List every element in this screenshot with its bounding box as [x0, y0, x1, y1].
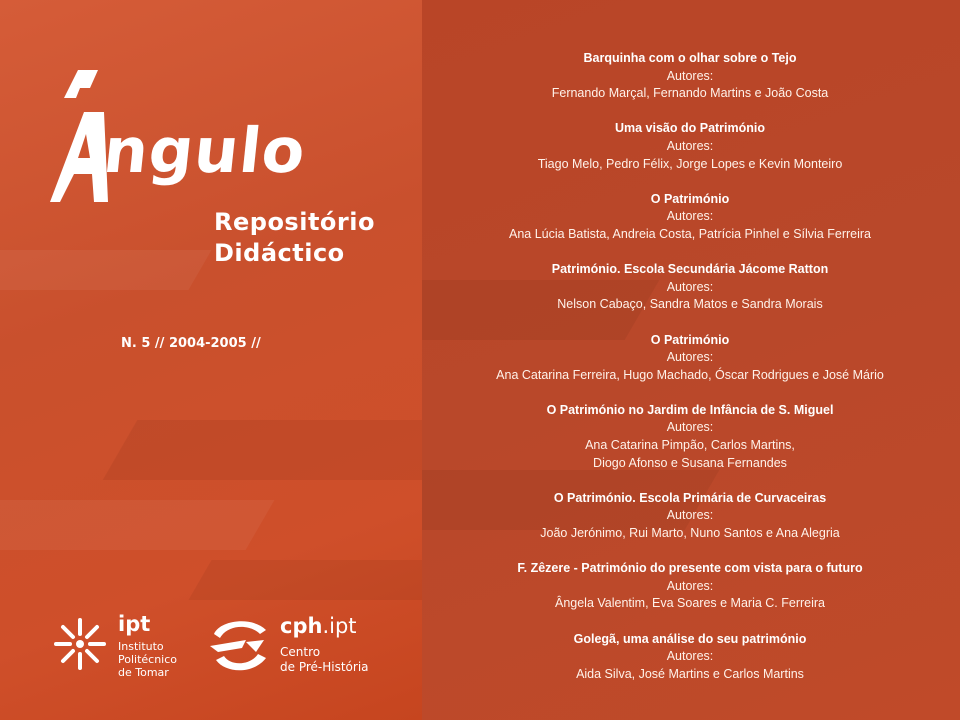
cph-logo-name [280, 614, 357, 638]
table-of-contents [434, 50, 946, 701]
cph-logo-name-bold: cph [280, 614, 323, 638]
entry-title: O Património [650, 332, 730, 347]
subtitle-line: Repositório [214, 208, 375, 236]
entry-title: Golegã, uma análise do seu património [573, 631, 807, 646]
decor-stripe [103, 420, 422, 480]
subtitle-line: Didáctico [214, 239, 345, 267]
contents-entry [434, 332, 946, 385]
entry-authors-label: Autores: [666, 279, 714, 294]
cover-left-panel [0, 0, 422, 720]
entry-authors-label: Autores: [666, 578, 714, 593]
entry-title: Uma visão do Património [614, 121, 766, 136]
contents-entry [434, 120, 946, 173]
entry-title: Património. Escola Secundária Jácome Ratton [551, 262, 829, 277]
entry-authors: Ana Catarina Pimpão, Carlos Martins, [585, 438, 795, 453]
entry-authors-label: Autores: [666, 420, 714, 435]
entry-authors: João Jerónimo, Rui Marto, Nuno Santos e Ana Alegria [540, 526, 840, 541]
entry-authors: Aida Silva, José Martins e Carlos Martins [576, 666, 804, 681]
entry-authors: Ângela Valentim, Eva Soares e Maria C. Ferreira [554, 596, 826, 611]
ipt-logo-line: de Tomar [118, 666, 169, 679]
entry-authors: Fernando Marçal, Fernando Martins e João Costa [551, 86, 829, 101]
entry-authors: Nelson Cabaço, Sandra Matos e Sandra Morais [557, 297, 823, 312]
decor-stripe [0, 250, 212, 290]
contents-entry [434, 191, 946, 244]
cph-logo-line: de Pré-História [280, 660, 369, 674]
cph-logo-name-suffix: .ipt [322, 614, 357, 638]
entry-authors-label: Autores: [666, 508, 714, 523]
entry-authors: Diogo Afonso e Susana Fernandes [593, 455, 787, 470]
ipt-star-icon [50, 614, 110, 674]
contents-entry [434, 560, 946, 613]
entry-authors-label: Autores: [666, 68, 714, 83]
entry-authors: Ana Catarina Ferreira, Hugo Machado, Óscar Rodrigues e José Mário [496, 367, 884, 382]
decor-stripe [0, 500, 274, 550]
entry-authors: Tiago Melo, Pedro Félix, Jorge Lopes e Kevin Monteiro [537, 156, 843, 171]
decor-stripe [188, 560, 422, 600]
magazine-subtitle [214, 207, 375, 269]
ipt-logo-line: Politécnico [118, 653, 178, 666]
ipt-logo-name: ipt [118, 612, 151, 636]
contents-entry [434, 261, 946, 314]
contents-entry [434, 50, 946, 103]
ipt-logo-line: Instituto [118, 640, 164, 653]
cph-logo-line: Centro [280, 645, 321, 659]
entry-authors-label: Autores: [666, 350, 714, 365]
entry-title: O Património [650, 191, 730, 206]
entry-authors-label: Autores: [666, 649, 714, 664]
contents-entry [434, 402, 946, 472]
entry-title: F. Zêzere - Património do presente com vista para o futuro [517, 561, 863, 576]
entry-authors: Ana Lúcia Batista, Andreia Costa, Patrícia Pinhel e Sílvia Ferreira [509, 226, 871, 241]
entry-authors-label: Autores: [666, 209, 714, 224]
a-circumflex-logo-icon [50, 62, 110, 210]
contents-entry [434, 490, 946, 543]
entry-title: Barquinha com o olhar sobre o Tejo [583, 51, 797, 65]
cph-emblem-icon [206, 612, 272, 678]
issue-number: N. 5 // 2004-2005 // [121, 336, 261, 351]
contents-entry [434, 631, 946, 684]
entry-authors-label: Autores: [666, 138, 714, 153]
entry-title: O Património no Jardim de Infância de S. Miguel [546, 402, 834, 417]
entry-title: O Património. Escola Primária de Curvaceiras [553, 490, 827, 505]
magazine-title: ngulo [100, 114, 310, 187]
